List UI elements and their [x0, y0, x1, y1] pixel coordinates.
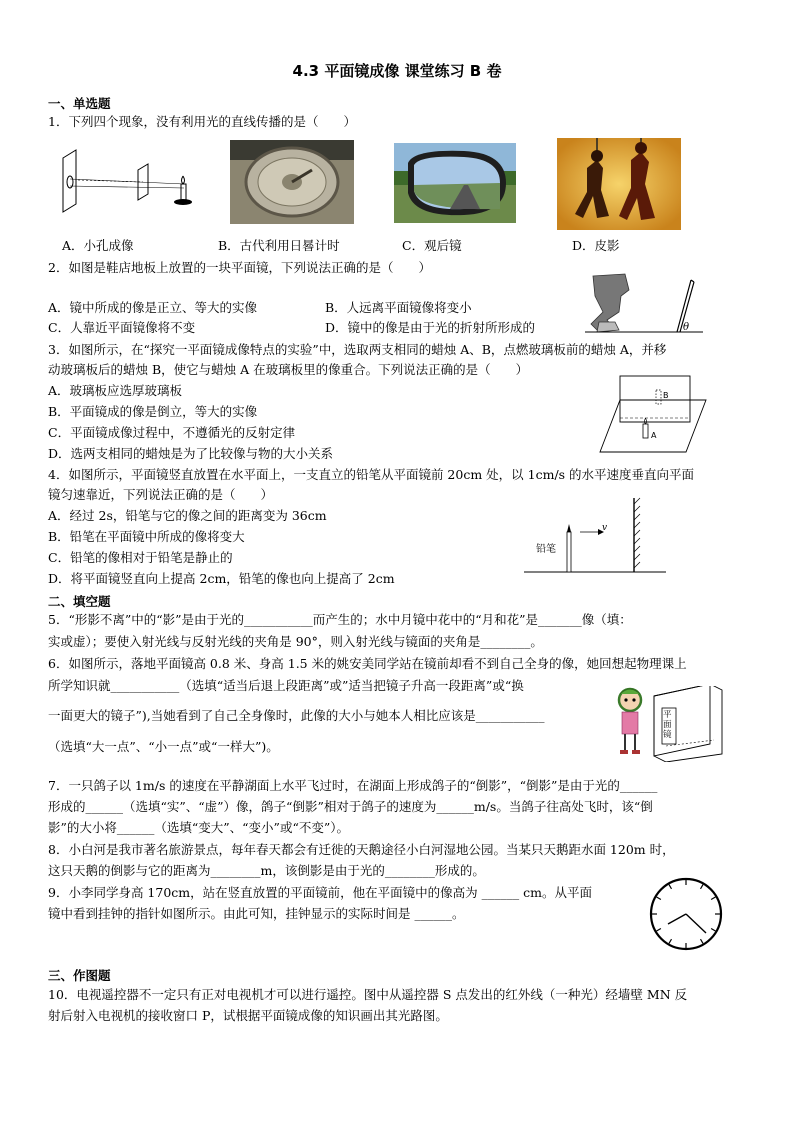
q1-option-b: B．古代利用日晷计时 [218, 238, 340, 253]
q4-option-d: D．将平面镜竖直向上提高 2cm，铅笔的像也向上提高了 2cm [48, 571, 395, 586]
q3-option-c: C．平面镜成像过程中，不遵循光的反射定律 [48, 425, 296, 440]
q3-line1: 3．如图所示，在“探究一平面镜成像特点的实验”中，选取两支相同的蜡烛 A、B，点燃玻璃板前的蜡烛 A，并移 [48, 342, 667, 357]
page-title: 4.3 平面镜成像 课堂练习 B 卷 [292, 62, 502, 80]
q8-line1: 8．小白河是我市著名旅游景点，每年春天都会有迁徙的天鹅途径小白河湿地公园。当某只天鹅距水面 120m 时， [48, 842, 675, 857]
section-heading-fill-in: 二、填空题 [48, 594, 111, 609]
q1-stem: 1．下列四个现象，没有利用光的直线传播的是（ ） [48, 114, 356, 129]
q6-line2: 所学知识就___________（选填“适当后退上段距离”或”适当把镜子升高一段距离”或“换 [48, 678, 524, 693]
clock-diagram [648, 876, 724, 952]
q2-option-d: D．镜中的像是由于光的折射所形成的 [325, 320, 536, 335]
section-heading-single-choice: 一、单选题 [48, 96, 111, 111]
q9-line2: 镜中看到挂钟的指针如图所示。由此可知，挂钟显示的实际时间是 ______。 [48, 906, 465, 921]
q4-option-a: A．经过 2s，铅笔与它的像之间的距离变为 36cm [48, 508, 327, 523]
section-heading-drawing: 三、作图题 [48, 968, 111, 983]
shadow-puppet-photo [557, 138, 681, 230]
q6-line3: 一面更大的镜子”),当她看到了自己全身像时，此像的大小与她本人相比应该是___________ [48, 708, 545, 723]
q9-line1: 9．小李同学身高 170cm，站在竖直放置的平面镜前，他在平面镜中的像高为 ______ cm。从平面 [48, 885, 592, 900]
q10-line2: 射后射入电视机的接收窗口 P，试根据平面镜成像的知识画出其光路图。 [48, 1008, 448, 1023]
q6-line4: （选填“大一点”、“小一点”或“一样大”)。 [48, 739, 279, 754]
q3-line2: 动玻璃板后的蜡烛 B，使它与蜡烛 A 在玻璃板里的像重合。下列说法正确的是（ ） [48, 362, 529, 377]
q4-option-c: C．铅笔的像相对于铅笔是静止的 [48, 550, 233, 565]
shoe-mirror-diagram [585, 272, 705, 338]
candle-b-label: B [663, 391, 669, 400]
q3-option-b: B．平面镜成的像是倒立，等大的实像 [48, 404, 258, 419]
pinhole-diagram [58, 146, 208, 216]
pencil-label: 铅笔 [536, 544, 556, 555]
velocity-label: v [602, 523, 608, 533]
q8-line2: 这只天鹅的倒影与它的距离为________m，该倒影是由于光的________形成的。 [48, 863, 485, 878]
candle-a-label: A [651, 431, 657, 440]
q2-angle-label: θ [683, 322, 690, 333]
q3-option-d: D．选两支相同的蜡烛是为了比较像与物的大小关系 [48, 446, 334, 461]
q2-stem: 2．如图是鞋店地板上放置的一块平面镜，下列说法正确的是（ ） [48, 260, 431, 275]
q7-line3: 影”的大小将______（选填“变大”、“变小”或“不变”）。 [48, 820, 349, 835]
q5-line1: 5．“形影不离”中的“影”是由于光的___________而产生的；水中月镜中花中的“月和花”是_______像（填： [48, 612, 632, 627]
q4-line1: 4．如图所示，平面镜竖直放置在水平面上，一支直立的铅笔从平面镜前 20cm 处，以 1cm/s 的水平速度垂直向平面 [48, 467, 695, 482]
q4-line2: 镜匀速靠近，下列说法正确的是（ ） [48, 487, 274, 502]
q4-option-b: B．铅笔在平面镜中所成的像将变大 [48, 529, 245, 544]
q7-line2: 形成的______（选填“实”、“虚”）像，鸽子“倒影”相对于鸽子的速度为______m/s。当鸽子往高处飞时，该“倒 [48, 799, 653, 814]
q2-option-a: A．镜中所成的像是正立、等大的实像 [48, 300, 258, 315]
rearview-mirror-photo [394, 143, 516, 223]
q2-option-c: C．人靠近平面镜像将不变 [48, 320, 196, 335]
q1-option-c: C．观后镜 [402, 238, 462, 253]
q1-option-d: D．皮影 [572, 238, 620, 253]
mirror-label: 平面镜 [663, 710, 672, 740]
sundial-photo [230, 140, 354, 224]
q6-line1: 6．如图所示，落地平面镜高 0.8 米、身高 1.5 米的姚安美同学站在镜前却看不到自己全身的像，她回想起物理课上 [48, 656, 687, 671]
q7-line1: 7．一只鸽子以 1m/s 的速度在平静湖面上水平飞过时，在湖面上形成鸽子的“倒影”，“倒影”是由于光的______ [48, 778, 658, 793]
q2-option-b: B．人远离平面镜像将变小 [325, 300, 472, 315]
glass-plate-candle-diagram [598, 372, 708, 456]
pencil-mirror-diagram [522, 494, 672, 576]
q3-option-a: A．玻璃板应选厚玻璃板 [48, 383, 183, 398]
q1-option-a: A．小孔成像 [62, 238, 134, 253]
q10-line1: 10．电视遥控器不一定只有正对电视机才可以进行遥控。图中从遥控器 S 点发出的红外线（一种光）经墙壁 MN 反 [48, 987, 688, 1002]
q5-line2: 实或虚）；要使入射光线与反射光线的夹角是 90°，则入射光线与镜面的夹角是________。 [48, 634, 543, 649]
